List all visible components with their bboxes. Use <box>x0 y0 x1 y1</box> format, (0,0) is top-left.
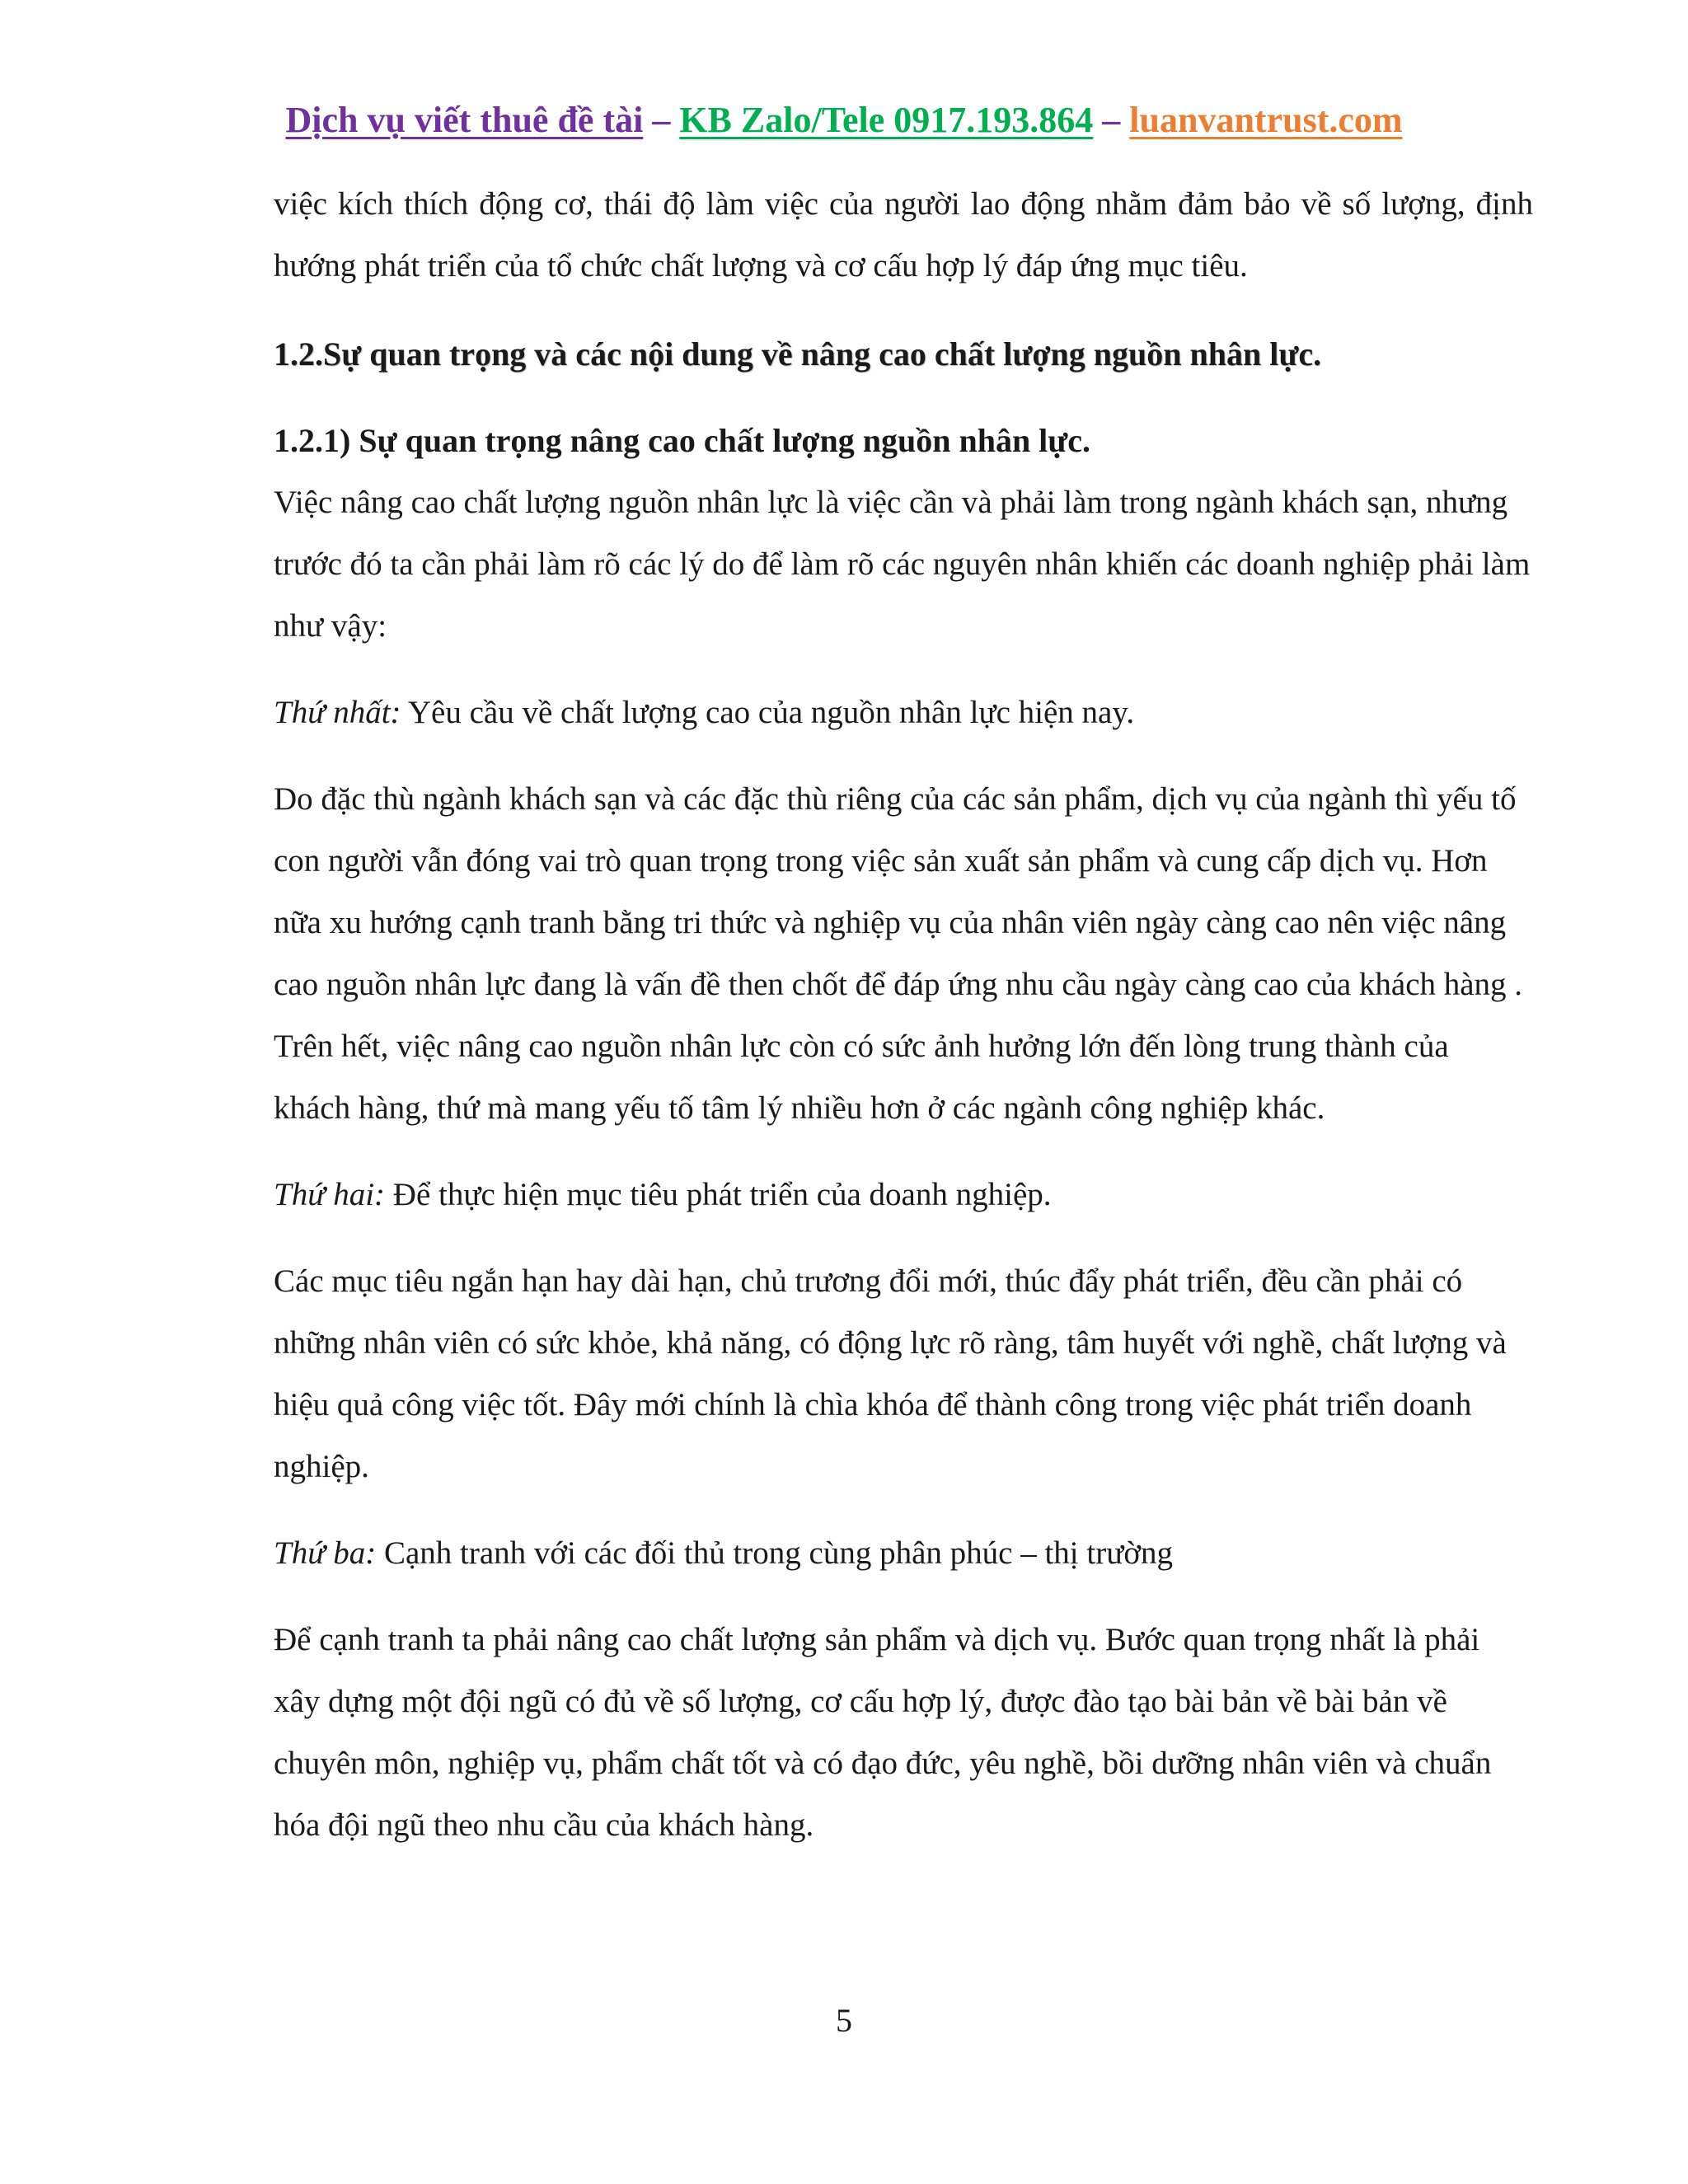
second-reason-label: Thứ hai: <box>274 1177 386 1212</box>
document-body <box>274 173 1533 1856</box>
header-separator: – <box>643 100 680 140</box>
second-reason-paragraph: Các mục tiêu ngắn hạn hay dài hạn, chủ trương đổi mới, thúc đẩy phát triển, đều cần phải có những nhân viên có sức khỏe, khả năng, có động lực rõ ràng, tâm huyết với nghề, chất lượng và hiệu quả công việc tốt. Đây mới chính là chìa khóa để thành công trong việc phát triển doanh nghiệp. <box>274 1263 1507 1484</box>
third-reason-line <box>274 1522 1533 1584</box>
header-service-link[interactable]: Dịch vụ viết thuê đề tài <box>285 100 644 140</box>
intro-paragraph: việc kích thích động cơ, thái độ làm việc của người lao động nhằm đảm bảo về số lượng, định hướng phát triển của tổ chức chất lượng và cơ cấu hợp lý đáp ứng mục tiêu. <box>274 186 1533 284</box>
third-reason-paragraph: Để cạnh tranh ta phải nâng cao chất lượng sản phẩm và dịch vụ. Bước quan trọng nhất là phải xây dựng một đội ngũ có đủ về số lượng, cơ cấu hợp lý, được đào tạo bài bản về bài bản về chuyên môn, nghiệp vụ, phẩm chất tốt và có đạo đức, yêu nghề, bồi dưỡng nhân viên và chuẩn hóa đội ngũ theo nhu cầu của khách hàng. <box>274 1622 1492 1843</box>
header-contact-link[interactable]: KB Zalo/Tele 0917.193.864 <box>679 100 1094 140</box>
second-reason-line <box>274 1164 1533 1226</box>
first-reason-line <box>274 682 1533 743</box>
first-reason-paragraph: Do đặc thù ngành khách sạn và các đặc thù riêng của các sản phẩm, dịch vụ của ngành thì yếu tố con người vẫn đóng vai trò quan trọng trong việc sản xuất sản phẩm và cung cấp dịch vụ. Hơn nữa xu hướng cạnh tranh bằng tri thức và nghiệp vụ của nhân viên ngày càng cao nên việc nâng cao nguồn nhân lực đang là vấn đề then chốt để đáp ứng nhu cầu ngày càng cao của khách hàng . Trên hết, việc nâng cao nguồn nhân lực còn có sức ảnh hưởng lớn đến lòng trung thành của khách hàng, thứ mà mang yếu tố tâm lý nhiều hơn ở các ngành công nghiệp khác. <box>274 781 1523 1126</box>
page-header <box>0 97 1688 143</box>
first-reason-text: Yêu cầu về chất lượng cao của nguồn nhân lực hiện nay. <box>401 695 1135 730</box>
first-reason-label: Thứ nhất: <box>274 695 401 730</box>
second-reason-text: Để thực hiện mục tiêu phát triển của doanh nghiệp. <box>385 1177 1052 1212</box>
section-heading-1-2-1: 1.2.1) Sự quan trọng nâng cao chất lượng nguồn nhân lực. <box>274 422 1091 459</box>
page-number: 5 <box>836 2002 852 2039</box>
header-separator: – <box>1093 100 1130 140</box>
reason-intro-paragraph: Việc nâng cao chất lượng nguồn nhân lực là việc cần và phải làm trong ngành khách sạn, nhưng trước đó ta cần phải làm rõ các lý do để làm rõ các nguyên nhân khiến các doanh nghiệp phải làm như vậy: <box>274 485 1531 644</box>
third-reason-label: Thứ ba: <box>274 1535 377 1571</box>
section-heading-1-2: 1.2.Sự quan trọng và các nội dung về nâng cao chất lượng nguồn nhân lực. <box>274 335 1322 373</box>
third-reason-text: Cạnh tranh với các đối thủ trong cùng phân phúc – thị trường <box>376 1535 1173 1571</box>
header-website-link[interactable]: luanvantrust.com <box>1129 100 1403 140</box>
